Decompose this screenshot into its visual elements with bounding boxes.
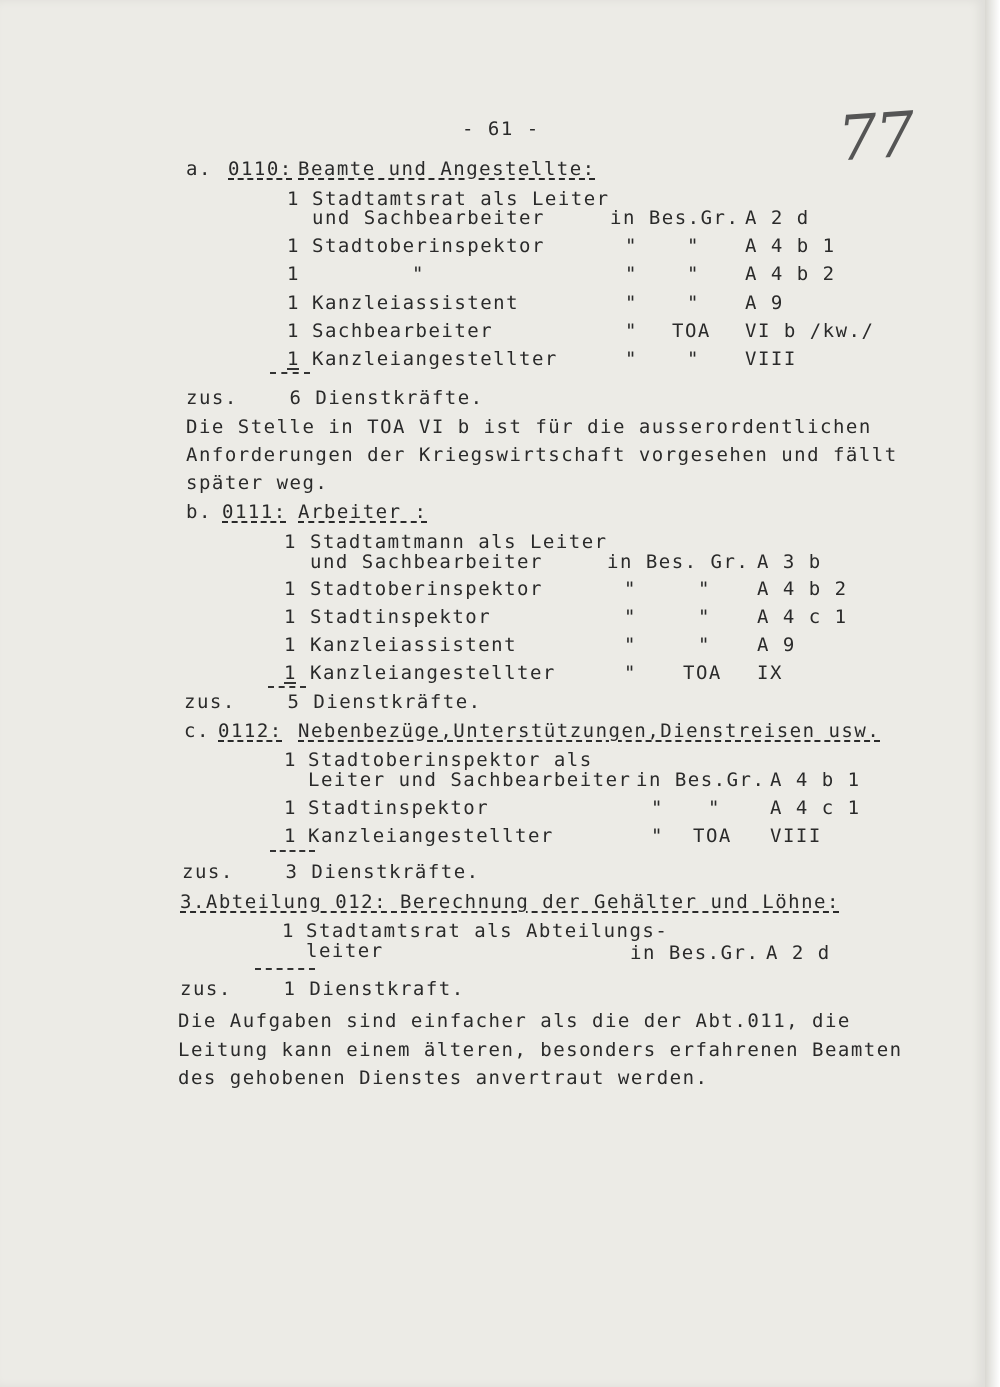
a-row-4-name: Kanzleiassistent (312, 292, 520, 314)
b-row-4-name: Kanzleiassistent (310, 634, 518, 656)
a-row-6-col1: " (625, 348, 638, 370)
a-row-4-grade: A 9 (745, 292, 784, 314)
a-row-4-count: 1 (287, 292, 300, 314)
a-row-5-count: 1 (287, 320, 300, 342)
section-3-heading: 3.Abteilung 012: Berechnung der Gehälter und Löhne: (180, 891, 840, 913)
a-row-4-col2: " (687, 292, 700, 314)
d-total: zus. 1 Dienstkraft. (180, 978, 465, 1000)
a-row-3-name: " (412, 263, 425, 285)
a-row-2-col2: " (687, 235, 700, 257)
d-row-1-grade: A 2 d (766, 942, 831, 964)
a-row-3-col1: " (625, 263, 638, 285)
c-row-2-count: 1 (284, 797, 297, 819)
b-row-5-grade: IX (757, 662, 783, 684)
a-note-line-1: Die Stelle in TOA VI b ist für die ausserordentlichen (186, 416, 872, 438)
a-row-5-col1: " (625, 320, 638, 342)
c-row-1-grade: A 4 b 1 (770, 769, 861, 791)
c-row-2-name: Stadtinspektor (308, 797, 490, 819)
c-row-2-grade: A 4 c 1 (770, 797, 861, 819)
sum-rule (268, 686, 306, 688)
a-row-4-col1: " (625, 292, 638, 314)
c-row-2-col1: " (651, 797, 664, 819)
a-row-6-name: Kanzleiangestellter (312, 348, 558, 370)
a-row-5-grade: VI b /kw./ (745, 320, 875, 342)
a-row-2-col1: " (625, 235, 638, 257)
b-row-4-col1: " (624, 634, 637, 656)
a-row-2-name: Stadtoberinspektor (312, 235, 545, 257)
a-row-3-count: 1 (287, 263, 300, 285)
a-note-line-2: Anforderungen der Kriegswirtschaft vorgesehen und fällt (186, 444, 898, 466)
a-note-line-3: später weg. (186, 472, 329, 494)
section-b-label: b. (186, 501, 212, 523)
b-row-3-col2: " (698, 606, 711, 628)
c-row-3-col1: " (651, 825, 664, 847)
a-row-6-col2: " (687, 348, 700, 370)
c-row-1-col1: in Bes.Gr. (636, 769, 766, 791)
d-row-1-name: Stadtamtsrat als Abteilungs- (306, 920, 669, 942)
b-row-1-col1: in Bes. Gr. (607, 551, 750, 573)
a-row-1-name2: und Sachbearbeiter (312, 207, 545, 229)
c-row-3-count: 1 (284, 825, 297, 847)
b-row-5-col2: TOA (683, 662, 722, 684)
a-row-5-name: Sachbearbeiter (312, 320, 494, 342)
section-a-code: 0110: (228, 158, 293, 180)
c-row-2-col2: " (708, 797, 721, 819)
d-note-line-1: Die Aufgaben sind einfacher als die der Abt.011, die (178, 1010, 851, 1032)
b-row-3-count: 1 (284, 606, 297, 628)
b-row-3-col1: " (624, 606, 637, 628)
page-edge (985, 0, 1000, 1387)
b-row-2-grade: A 4 b 2 (757, 578, 848, 600)
a-row-2-grade: A 4 b 1 (745, 235, 836, 257)
a-row-1-col1: in Bes.Gr. (610, 207, 740, 229)
b-row-4-count: 1 (284, 634, 297, 656)
a-row-1-name: Stadtamtsrat als Leiter (312, 188, 610, 210)
d-row-1-name2: leiter (306, 940, 384, 962)
section-b-title: Arbeiter : (298, 501, 428, 523)
c-row-1-name2: Leiter und Sachbearbeiter (308, 769, 632, 791)
sum-rule (270, 372, 310, 374)
handwritten-mark: 77 (835, 97, 916, 176)
a-row-5-col2: TOA (672, 320, 711, 342)
c-row-3-col2: TOA (693, 825, 732, 847)
b-row-1-name2: und Sachbearbeiter (310, 551, 543, 573)
a-row-6-count: 1 (287, 348, 300, 370)
b-row-2-count: 1 (284, 578, 297, 600)
a-row-1-count: 1 (287, 188, 300, 210)
b-row-2-col2: " (698, 578, 711, 600)
section-a-title: Beamte und Angestellte: (298, 158, 596, 180)
section-c-label: c. (184, 720, 210, 742)
a-total: zus. 6 Dienstkräfte. (186, 387, 484, 409)
c-row-1-count: 1 (284, 749, 297, 771)
b-row-5-col1: " (624, 662, 637, 684)
a-row-1-grade: A 2 d (745, 207, 810, 229)
c-row-1-name: Stadtoberinspektor als (308, 749, 593, 771)
b-row-3-grade: A 4 c 1 (757, 606, 848, 628)
section-a-label: a. (186, 158, 212, 180)
a-row-3-col2: " (687, 263, 700, 285)
sum-rule (255, 968, 315, 970)
b-row-1-name: Stadtamtmann als Leiter (310, 531, 608, 553)
c-row-3-name: Kanzleiangestellter (308, 825, 554, 847)
b-row-4-col2: " (698, 634, 711, 656)
d-row-1-count: 1 (282, 920, 295, 942)
a-row-3-grade: A 4 b 2 (745, 263, 836, 285)
b-row-4-grade: A 9 (757, 634, 796, 656)
c-row-3-grade: VIII (770, 825, 822, 847)
b-row-2-col1: " (624, 578, 637, 600)
b-total: zus. 5 Dienstkräfte. (184, 691, 482, 713)
b-row-1-count: 1 (284, 531, 297, 553)
page-number: - 61 - (462, 118, 540, 140)
d-note-line-3: des gehobenen Dienstes anvertraut werden. (178, 1067, 709, 1089)
section-c-title: Nebenbezüge,Unterstützungen,Dienstreisen usw. (298, 720, 881, 742)
b-row-1-grade: A 3 b (757, 551, 822, 573)
a-row-2-count: 1 (287, 235, 300, 257)
d-note-line-2: Leitung kann einem älteren, besonders erfahrenen Beamten (178, 1039, 903, 1061)
section-b-code: 0111: (222, 501, 287, 523)
c-total: zus. 3 Dienstkräfte. (182, 861, 480, 883)
section-c-code: 0112: (218, 720, 283, 742)
d-row-1-col1: in Bes.Gr. (630, 942, 760, 964)
b-row-5-name: Kanzleiangestellter (310, 662, 556, 684)
sum-rule (270, 850, 315, 852)
b-row-5-count: 1 (284, 662, 297, 684)
b-row-3-name: Stadtinspektor (310, 606, 492, 628)
b-row-2-name: Stadtoberinspektor (310, 578, 543, 600)
a-row-6-grade: VIII (745, 348, 797, 370)
